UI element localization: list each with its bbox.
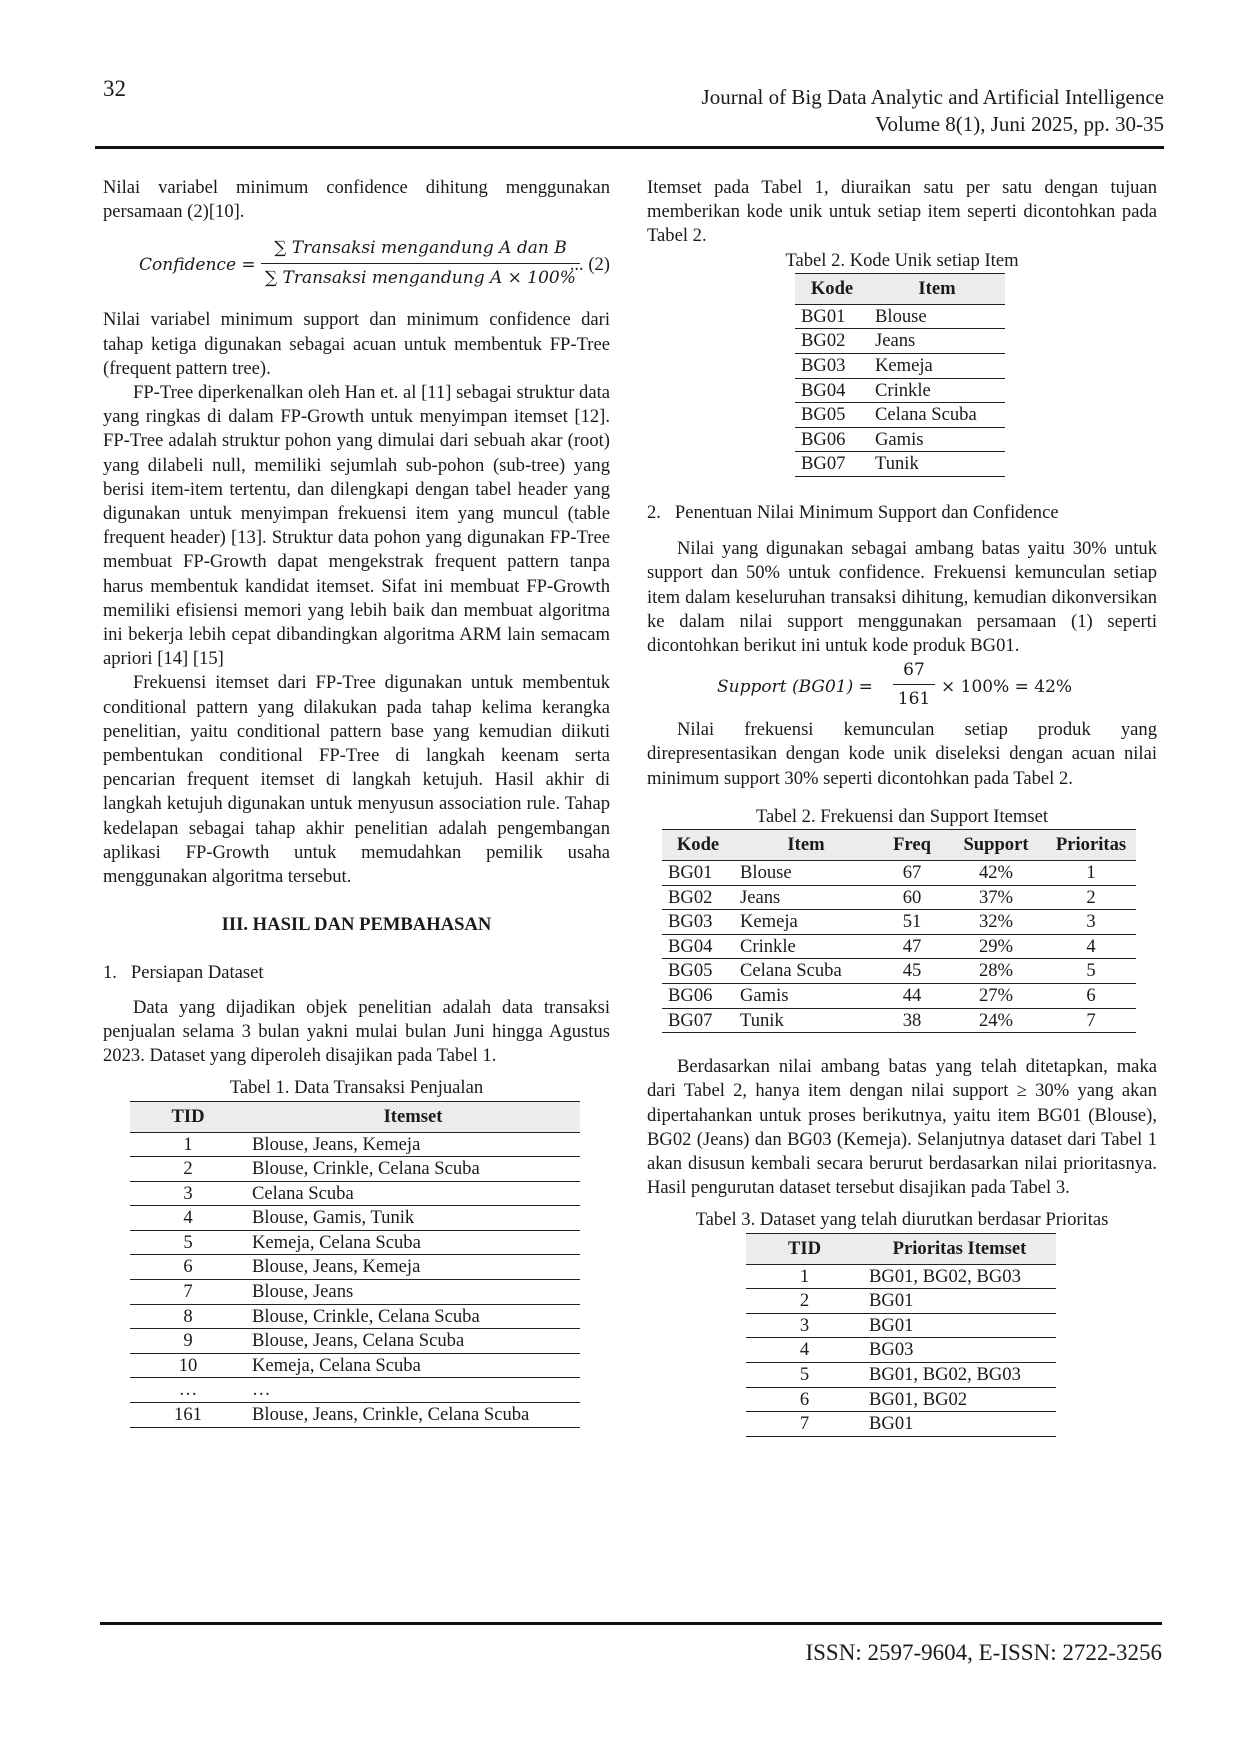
table-cell: BG02 xyxy=(662,885,734,910)
table-cell: Blouse, Crinkle, Celana Scuba xyxy=(246,1304,580,1329)
confidence-equation xyxy=(103,236,610,298)
table-cell: Kemeja, Celana Scuba xyxy=(246,1353,580,1378)
table-cell: BG01, BG02, BG03 xyxy=(863,1264,1056,1289)
table-cell: Blouse, Jeans, Kemeja xyxy=(246,1255,580,1280)
table-cell: BG01 xyxy=(863,1412,1056,1437)
table-cell: Kemeja xyxy=(734,910,878,935)
table-cell: BG04 xyxy=(662,934,734,959)
table-row xyxy=(795,329,1005,354)
table-row xyxy=(795,403,1005,428)
table-header: Itemset xyxy=(246,1101,580,1132)
table-header: TID xyxy=(746,1233,863,1264)
table-row xyxy=(746,1412,1056,1437)
journal-header xyxy=(702,84,1164,138)
table-cell: Crinkle xyxy=(734,934,878,959)
table-row xyxy=(130,1132,580,1157)
table-cell: 3 xyxy=(130,1181,246,1206)
equation-denominator: ∑ Transaksi mengandung A × 100% xyxy=(265,267,576,288)
table-cell: Crinkle xyxy=(869,378,1005,403)
frequency-support-table xyxy=(662,829,1136,1033)
left-column xyxy=(103,176,610,1428)
table-cell: 6 xyxy=(746,1387,863,1412)
equation-lhs: Support (BG01) = xyxy=(717,677,873,698)
table-cell: BG03 xyxy=(863,1338,1056,1363)
table-cell: 6 xyxy=(1046,983,1136,1008)
table-header: Kode xyxy=(662,830,734,861)
transaction-table xyxy=(130,1101,580,1428)
table-cell: 27% xyxy=(946,983,1046,1008)
table-cell: BG01, BG02, BG03 xyxy=(863,1362,1056,1387)
table-cell: Gamis xyxy=(734,983,878,1008)
table-row xyxy=(795,304,1005,329)
table-cell: BG03 xyxy=(795,354,869,379)
table-cell: Celana Scuba xyxy=(869,403,1005,428)
paragraph: Berdasarkan nilai ambang batas yang telah ditetapkan, maka dari Tabel 2, hanya item dengan nilai support ≥ 30% yang akan dipertahankan untuk proses berikutnya, yaitu item BG01 (Blouse), BG02 (Jeans) dan BG03 (Kemeja). Selanjutnya dataset dari Tabel 1 akan disusun kembali secara berurut berdasarkan nilai prioritasnya. Hasil pengurutan dataset tersebut disajikan pada Tabel 3. xyxy=(647,1056,1157,1199)
equation-fraction xyxy=(893,658,935,711)
paragraph: Frekuensi itemset dari FP-Tree digunakan untuk membentuk conditional pattern yang dilakukan pada tahap kelima kerangka penelitian, yaitu conditional pattern base yang kemudian diikuti pembentukan conditional FP-Tree di langkah keenam serta pencarian frequent itemset di langkah ketujuh. Hasil akhir di langkah ketujuh digunakan untuk menyusun association rule. Tahap kedelapan sebagai tahap akhir penelitian adalah pengembangan aplikasi FP-Growth untuk memudahkan pemilik usaha menggunakan algoritma tersebut. xyxy=(103,672,610,888)
table-cell: 2 xyxy=(746,1289,863,1314)
table-row xyxy=(746,1264,1056,1289)
journal-volume: Volume 8(1), Juni 2025, pp. 30-35 xyxy=(875,112,1164,136)
table-cell: 28% xyxy=(946,959,1046,984)
table-cell: 29% xyxy=(946,934,1046,959)
table-row xyxy=(746,1338,1056,1363)
table-cell: 32% xyxy=(946,910,1046,935)
table-cell: … xyxy=(246,1378,580,1403)
table-row xyxy=(662,861,1136,886)
table-row xyxy=(130,1280,580,1305)
table-cell: 42% xyxy=(946,861,1046,886)
table-cell: 44 xyxy=(878,983,946,1008)
support-equation xyxy=(647,658,1157,718)
table-row xyxy=(130,1304,580,1329)
table-cell: 45 xyxy=(878,959,946,984)
item-code-table xyxy=(795,273,1005,477)
table-row xyxy=(130,1230,580,1255)
table-row xyxy=(130,1157,580,1182)
paragraph: Itemset pada Tabel 1, diuraikan satu per satu dengan tujuan memberikan kode unik untuk setiap item seperti dicontohkan pada Tabel 2. xyxy=(647,177,1157,247)
table-cell: BG05 xyxy=(795,403,869,428)
table-caption: Tabel 1. Data Transaksi Penjualan xyxy=(229,1077,484,1099)
equation-rhs: × 100% = 42% xyxy=(941,677,1073,698)
table-cell: Blouse xyxy=(869,304,1005,329)
table-cell: BG05 xyxy=(662,959,734,984)
table-cell: BG07 xyxy=(795,452,869,477)
table-cell: 8 xyxy=(130,1304,246,1329)
sorted-dataset-table xyxy=(746,1233,1056,1437)
equation-numerator: ∑ Transaksi mengandung A dan B xyxy=(261,236,580,263)
table-cell: 1 xyxy=(746,1264,863,1289)
table-cell: 5 xyxy=(130,1230,246,1255)
table-cell: 10 xyxy=(130,1353,246,1378)
table-row xyxy=(746,1362,1056,1387)
table-header: Item xyxy=(734,830,878,861)
table-cell: Jeans xyxy=(734,885,878,910)
section-heading: III. HASIL DAN PEMBAHASAN xyxy=(221,914,492,936)
table-cell: 1 xyxy=(1046,861,1136,886)
subsection-heading: 2. Penentuan Nilai Minimum Support dan Confidence xyxy=(647,501,1059,523)
table-cell: BG07 xyxy=(662,1008,734,1033)
table-cell: 37% xyxy=(946,885,1046,910)
equation-lhs: Confidence = xyxy=(139,255,256,276)
table-cell: 60 xyxy=(878,885,946,910)
table-row xyxy=(130,1329,580,1354)
journal-title: Journal of Big Data Analytic and Artificial Intelligence xyxy=(701,85,1164,109)
table-cell: 7 xyxy=(1046,1008,1136,1033)
page-number: 32 xyxy=(103,76,126,101)
table-cell: 4 xyxy=(130,1206,246,1231)
table-cell: 6 xyxy=(130,1255,246,1280)
table-header: Support xyxy=(946,830,1046,861)
subsection-heading: 1. Persiapan Dataset xyxy=(103,962,264,984)
table-caption: Tabel 3. Dataset yang telah diurutkan berdasar Prioritas xyxy=(695,1209,1109,1231)
table-cell: 5 xyxy=(1046,959,1136,984)
table-cell: Blouse, Jeans, Celana Scuba xyxy=(246,1329,580,1354)
table-cell: Jeans xyxy=(869,329,1005,354)
table-cell: Blouse xyxy=(734,861,878,886)
right-column xyxy=(647,176,1157,1437)
table-cell: Blouse, Jeans, Crinkle, Celana Scuba xyxy=(246,1403,580,1428)
paragraph: Nilai variabel minimum support dan minimum confidence dari tahap ketiga digunakan sebagai acuan untuk membentuk FP-Tree (frequent pattern tree). xyxy=(103,309,610,379)
table-cell: BG06 xyxy=(795,427,869,452)
table-cell: 2 xyxy=(130,1157,246,1182)
paragraph: Data yang dijadikan objek penelitian adalah data transaksi penjualan selama 3 bulan yakni mulai bulan Juni hingga Agustus 2023. Dataset yang diperoleh disajikan pada Tabel 1. xyxy=(103,996,610,1067)
table-header: Kode xyxy=(795,273,869,304)
table-header: Prioritas xyxy=(1046,830,1136,861)
table-row xyxy=(746,1387,1056,1412)
table-cell: 47 xyxy=(878,934,946,959)
table-header: Freq xyxy=(878,830,946,861)
table-cell: 1 xyxy=(130,1132,246,1157)
table-row xyxy=(130,1378,580,1403)
table-header: Item xyxy=(869,273,1005,304)
table-cell: 7 xyxy=(130,1280,246,1305)
table-row xyxy=(662,983,1136,1008)
table-cell: 4 xyxy=(1046,934,1136,959)
table-cell: Celana Scuba xyxy=(734,959,878,984)
table-cell: 38 xyxy=(878,1008,946,1033)
paragraph: Nilai yang digunakan sebagai ambang batas yaitu 30% untuk support dan 50% untuk confidence. Frekuensi kemunculan setiap item dalam keseluruhan transaksi dihitung, kemudian dikonversikan ke dalam nilai support menggunakan persamaan (1) seperti dicontohkan berikut ini untuk kode produk BG01. xyxy=(647,538,1157,656)
table-cell: Kemeja, Celana Scuba xyxy=(246,1230,580,1255)
table-cell: Blouse, Jeans, Kemeja xyxy=(246,1132,580,1157)
table-row xyxy=(130,1255,580,1280)
table-row xyxy=(130,1181,580,1206)
table-row xyxy=(662,934,1136,959)
table-cell: BG01 xyxy=(662,861,734,886)
table-cell: BG01 xyxy=(863,1313,1056,1338)
issn-footer: ISSN: 2597-9604, E-ISSN: 2722-3256 xyxy=(805,1640,1162,1665)
table-cell: 3 xyxy=(746,1313,863,1338)
table-row xyxy=(795,452,1005,477)
table-cell: Tunik xyxy=(869,452,1005,477)
table-cell: 4 xyxy=(746,1338,863,1363)
table-header: TID xyxy=(130,1101,246,1132)
table-cell: 5 xyxy=(746,1362,863,1387)
equation-fraction xyxy=(261,236,580,289)
equation-numerator: 67 xyxy=(893,658,935,685)
table-header: Prioritas Itemset xyxy=(863,1233,1056,1264)
table-cell: Celana Scuba xyxy=(246,1181,580,1206)
table-cell: … xyxy=(130,1378,246,1403)
table-cell: 7 xyxy=(746,1412,863,1437)
table-cell: BG01 xyxy=(863,1289,1056,1314)
table-cell: 67 xyxy=(878,861,946,886)
table-row xyxy=(662,910,1136,935)
header-rule xyxy=(95,146,1164,149)
table-caption: Tabel 2. Kode Unik setiap Item xyxy=(785,249,1019,271)
table-cell: Blouse, Crinkle, Celana Scuba xyxy=(246,1157,580,1182)
table-cell: Blouse, Gamis, Tunik xyxy=(246,1206,580,1231)
table-cell: 51 xyxy=(878,910,946,935)
table-row xyxy=(795,354,1005,379)
table-cell: BG03 xyxy=(662,910,734,935)
table-cell: BG01 xyxy=(795,304,869,329)
table-cell: BG02 xyxy=(795,329,869,354)
footer-rule xyxy=(100,1622,1162,1625)
table-row xyxy=(130,1403,580,1428)
equation-number: ... (2) xyxy=(569,254,610,276)
table-row xyxy=(746,1313,1056,1338)
table-row xyxy=(662,1008,1136,1033)
table-cell: BG06 xyxy=(662,983,734,1008)
table-cell: 2 xyxy=(1046,885,1136,910)
table-cell: Tunik xyxy=(734,1008,878,1033)
table-cell: 24% xyxy=(946,1008,1046,1033)
table-cell: 161 xyxy=(130,1403,246,1428)
table-row xyxy=(795,427,1005,452)
table-row xyxy=(130,1353,580,1378)
paragraph: FP-Tree diperkenalkan oleh Han et. al [11] sebagai struktur data yang ringkas di dalam FP-Growth untuk menyimpan itemset [12]. FP-Tree adalah struktur pohon yang dimulai dari sebuah akar (root) yang dilabeli null, memiliki sejumlah sub-pohon (sub-tree) yang berisi item-item tertentu, dan dilengkapi dengan tabel header yang digunakan untuk menyimpan frekuensi item yang muncul (table frequent header) [13]. Struktur data pohon yang digunakan FP-Tree membuat FP-Growth dapat mengekstrak frequent pattern tanpa harus membentuk kandidat itemset. Sifat ini membuat FP-Growth memiliki efisiensi memori yang lebih baik dan membuat algoritma ini bekerja lebih cepat dibandingkan algoritma ARM lain semacam apriori [14] [15] xyxy=(103,382,610,670)
table-row xyxy=(662,885,1136,910)
table-row xyxy=(662,959,1136,984)
table-row xyxy=(795,378,1005,403)
table-cell: BG04 xyxy=(795,378,869,403)
table-row xyxy=(130,1206,580,1231)
table-cell: Gamis xyxy=(869,427,1005,452)
paragraph: Nilai frekuensi kemunculan setiap produk yang direpresentasikan dengan kode unik diseleksi dengan acuan nilai minimum support 30% seperti dicontohkan pada Tabel 2. xyxy=(647,719,1157,789)
table-cell: 9 xyxy=(130,1329,246,1354)
table-cell: Kemeja xyxy=(869,354,1005,379)
equation-denominator: 161 xyxy=(897,689,931,710)
table-cell: BG01, BG02 xyxy=(863,1387,1056,1412)
paragraph: Nilai variabel minimum confidence dihitung menggunakan persamaan (2)[10]. xyxy=(103,177,610,223)
table-caption: Tabel 2. Frekuensi dan Support Itemset xyxy=(755,805,1048,827)
table-cell: Blouse, Jeans xyxy=(246,1280,580,1305)
table-cell: 3 xyxy=(1046,910,1136,935)
table-row xyxy=(746,1289,1056,1314)
